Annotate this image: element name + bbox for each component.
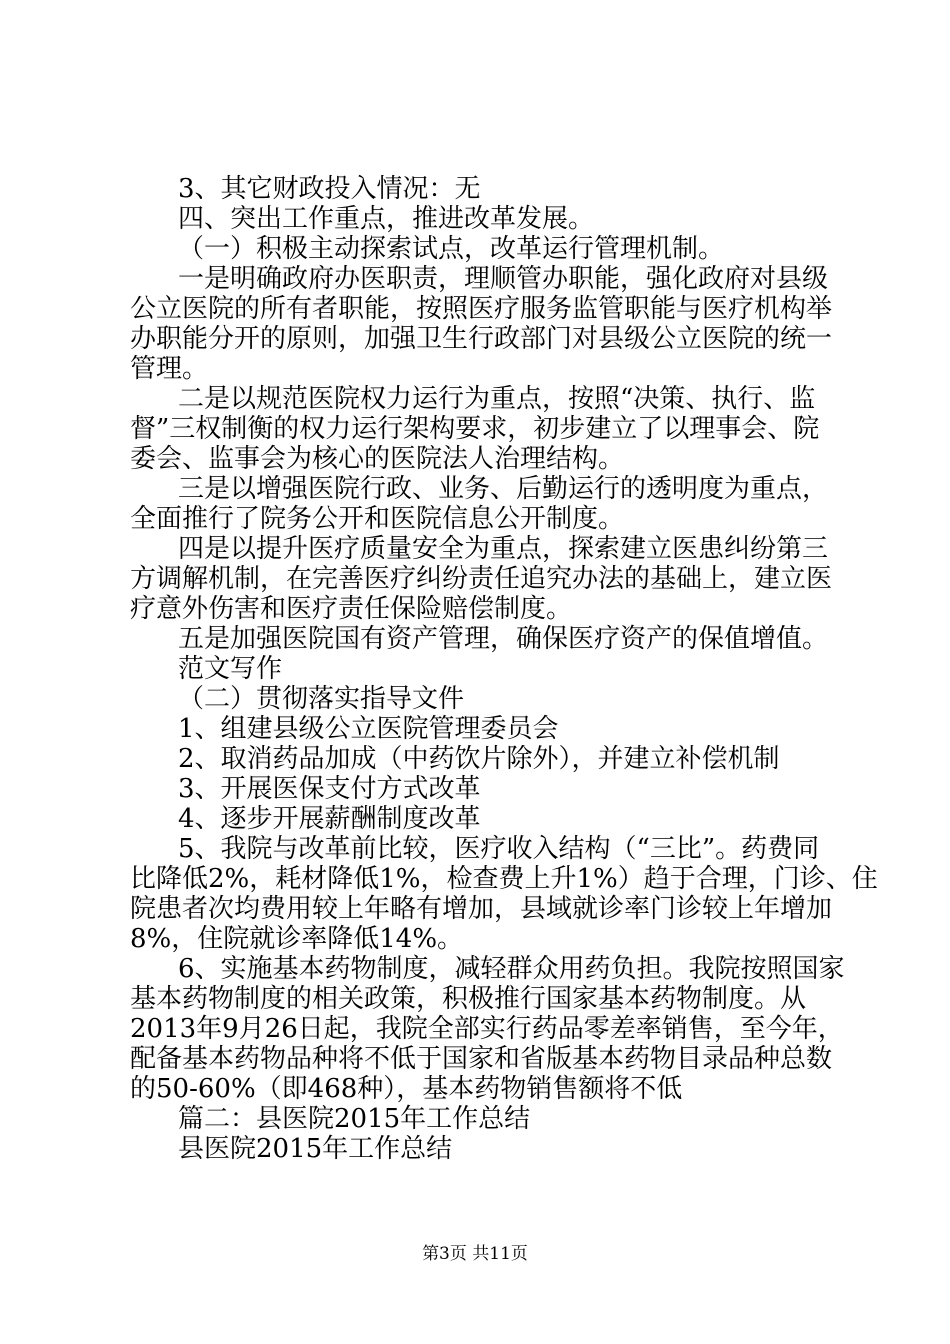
text-line: 督”三权制衡的权力运行架构要求，初步建立了以理事会、院 bbox=[130, 414, 820, 444]
text-line: 基本药物制度的相关政策，积极推行国家基本药物制度。从 bbox=[130, 984, 807, 1014]
text-line: 的50-60%（即468种），基本药物销售额将不低 bbox=[130, 1074, 683, 1104]
text-line: 4、逐步开展薪酬制度改革 bbox=[178, 804, 481, 834]
text-line: 三是以增强医院行政、业务、后勤运行的透明度为重点， bbox=[178, 474, 829, 504]
text-line: 疗意外伤害和医疗责任保险赔偿制度。 bbox=[130, 594, 573, 624]
text-line: 2013年9月26日起，我院全部实行药品零差率销售，至今年， bbox=[130, 1014, 844, 1044]
text-line: 管理。 bbox=[130, 354, 209, 384]
text-line: 1、组建县级公立医院管理委员会 bbox=[178, 714, 559, 744]
text-line: 6、实施基本药物制度，减轻群众用药负担。我院按照国家 bbox=[178, 954, 845, 984]
document-body bbox=[130, 174, 878, 1164]
text-line: 篇二：县医院2015年工作总结 bbox=[178, 1104, 531, 1134]
page-footer: 第3页 共11页 bbox=[422, 1244, 528, 1264]
text-line: （二）贯彻落实指导文件 bbox=[178, 684, 465, 714]
text-line: 二是以规范医院权力运行为重点，按照“决策、执行、监 bbox=[178, 384, 816, 414]
text-line: 委会、监事会为核心的医院法人治理结构。 bbox=[130, 444, 625, 474]
text-line: 一是明确政府办医职责，理顺管办职能，强化政府对县级 bbox=[178, 264, 829, 294]
text-line: 比降低2%，耗材降低1%，检查费上升1%）趋于合理，门诊、住 bbox=[130, 864, 878, 894]
text-line: 县医院2015年工作总结 bbox=[178, 1134, 453, 1164]
text-line: 全面推行了院务公开和医院信息公开制度。 bbox=[130, 504, 625, 534]
text-line: 办职能分开的原则，加强卫生行政部门对县级公立医院的统一 bbox=[130, 324, 833, 354]
text-line: 3、其它财政投入情况：无 bbox=[178, 174, 481, 204]
text-line: 方调解机制，在完善医疗纠纷责任追究办法的基础上，建立医 bbox=[130, 564, 833, 594]
text-line: 配备基本药物品种将不低于国家和省版基本药物目录品种总数 bbox=[130, 1044, 833, 1074]
text-line: 3、开展医保支付方式改革 bbox=[178, 774, 481, 804]
text-line: 四是以提升医疗质量安全为重点，探索建立医患纠纷第三 bbox=[178, 534, 829, 564]
text-line: 四、突出工作重点，推进改革发展。 bbox=[178, 204, 595, 234]
text-line: 8%，住院就诊率降低14%。 bbox=[130, 924, 464, 954]
text-line: 范文写作 bbox=[178, 654, 283, 684]
text-line: 五是加强医院国有资产管理，确保医疗资产的保值增值。 bbox=[178, 624, 829, 654]
text-line: 2、取消药品加成（中药饮片除外），并建立补偿机制 bbox=[178, 744, 780, 774]
text-line: 公立医院的所有者职能，按照医疗服务监管职能与医疗机构举 bbox=[130, 294, 833, 324]
text-line: 院患者次均费用较上年略有增加，县域就诊率门诊较上年增加 bbox=[130, 894, 833, 924]
text-line: 5、我院与改革前比较，医疗收入结构（“三比”。药费同 bbox=[178, 834, 820, 864]
text-line: （一）积极主动探索试点，改革运行管理机制。 bbox=[178, 234, 725, 264]
